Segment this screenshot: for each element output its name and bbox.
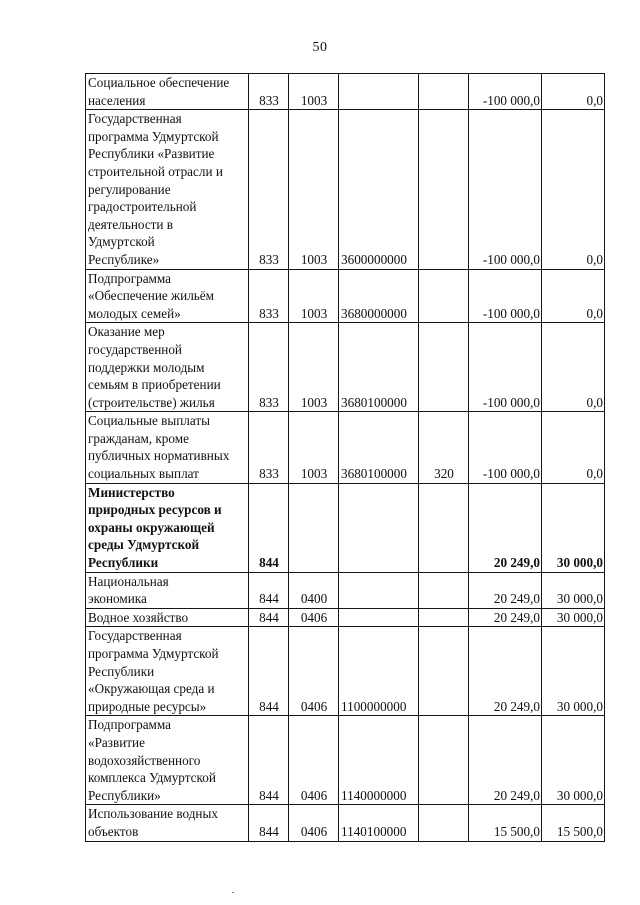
row-name-cell: Государственная программа Удмуртской Республики «Развитие строительной отрасли и регулирование градостроительной деятельности в Удмуртской Республике» [86, 110, 249, 269]
ministry-code-cell: 844 [249, 483, 289, 572]
amount-change-cell: 20 249,0 [469, 608, 542, 627]
table-row [86, 716, 605, 805]
expense-type-cell [419, 269, 469, 323]
budget-table [85, 73, 605, 842]
row-name-cell: Использование водных объектов [86, 805, 249, 841]
expense-type-cell [419, 74, 469, 110]
target-article-cell: 3680100000 [339, 323, 419, 412]
section-code-cell: 1003 [289, 323, 339, 412]
section-code-cell: 1003 [289, 110, 339, 269]
ministry-code-cell: 833 [249, 269, 289, 323]
amount-change-cell: 15 500,0 [469, 805, 542, 841]
amount-plan-cell: 30 000,0 [542, 627, 605, 716]
amount-change-cell: 20 249,0 [469, 483, 542, 572]
amount-plan-cell: 0,0 [542, 74, 605, 110]
amount-plan-cell: 0,0 [542, 412, 605, 483]
target-article-cell [339, 608, 419, 627]
amount-change-cell: -100 000,0 [469, 269, 542, 323]
ministry-code-cell: 833 [249, 110, 289, 269]
ministry-code-cell: 833 [249, 74, 289, 110]
target-article-cell [339, 74, 419, 110]
amount-change-cell: -100 000,0 [469, 74, 542, 110]
amount-change-cell: 20 249,0 [469, 572, 542, 608]
amount-plan-cell: 30 000,0 [542, 716, 605, 805]
scan-dot [232, 892, 234, 893]
table-row [86, 74, 605, 110]
section-code-cell: 1003 [289, 74, 339, 110]
ministry-code-cell: 833 [249, 323, 289, 412]
section-code-cell: 0406 [289, 805, 339, 841]
row-name-cell: Социальные выплаты гражданам, кроме публичных нормативных социальных выплат [86, 412, 249, 483]
budget-table-body [86, 74, 605, 842]
section-code-cell: 0406 [289, 716, 339, 805]
ministry-code-cell: 844 [249, 572, 289, 608]
target-article-cell: 1100000000 [339, 627, 419, 716]
amount-plan-cell: 30 000,0 [542, 572, 605, 608]
row-name-cell: Государственная программа Удмуртской Республики «Окружающая среда и природные ресурсы» [86, 627, 249, 716]
table-row [86, 323, 605, 412]
row-name-cell: Оказание мер государственной поддержки молодым семьям в приобретении (строительстве) жилья [86, 323, 249, 412]
section-code-cell [289, 483, 339, 572]
section-code-cell: 1003 [289, 269, 339, 323]
table-row [86, 269, 605, 323]
expense-type-cell [419, 627, 469, 716]
section-code-cell: 1003 [289, 412, 339, 483]
amount-change-cell: 20 249,0 [469, 716, 542, 805]
amount-change-cell: -100 000,0 [469, 323, 542, 412]
table-row [86, 805, 605, 841]
expense-type-cell [419, 483, 469, 572]
table-row [86, 483, 605, 572]
target-article-cell [339, 572, 419, 608]
table-row [86, 627, 605, 716]
expense-type-cell [419, 608, 469, 627]
expense-type-cell [419, 805, 469, 841]
row-name-cell: Министерство природных ресурсов и охраны окружающей среды Удмуртской Республики [86, 483, 249, 572]
row-name-cell: Подпрограмма «Развитие водохозяйственного комплекса Удмуртской Республики» [86, 716, 249, 805]
amount-plan-cell: 30 000,0 [542, 483, 605, 572]
target-article-cell [339, 483, 419, 572]
amount-plan-cell: 30 000,0 [542, 608, 605, 627]
expense-type-cell [419, 323, 469, 412]
target-article-cell: 1140100000 [339, 805, 419, 841]
amount-plan-cell: 0,0 [542, 323, 605, 412]
ministry-code-cell: 844 [249, 805, 289, 841]
section-code-cell: 0400 [289, 572, 339, 608]
ministry-code-cell: 833 [249, 412, 289, 483]
table-row [86, 572, 605, 608]
target-article-cell: 3680000000 [339, 269, 419, 323]
row-name-cell: Социальное обеспечение населения [86, 74, 249, 110]
ministry-code-cell: 844 [249, 716, 289, 805]
row-name-cell: Подпрограмма «Обеспечение жильём молодых семей» [86, 269, 249, 323]
target-article-cell: 3600000000 [339, 110, 419, 269]
section-code-cell: 0406 [289, 627, 339, 716]
ministry-code-cell: 844 [249, 608, 289, 627]
amount-change-cell: -100 000,0 [469, 412, 542, 483]
table-row [86, 608, 605, 627]
ministry-code-cell: 844 [249, 627, 289, 716]
table-row [86, 412, 605, 483]
section-code-cell: 0406 [289, 608, 339, 627]
expense-type-cell: 320 [419, 412, 469, 483]
row-name-cell: Национальная экономика [86, 572, 249, 608]
page-number: 50 [312, 40, 328, 55]
expense-type-cell [419, 716, 469, 805]
amount-plan-cell: 0,0 [542, 269, 605, 323]
amount-plan-cell: 0,0 [542, 110, 605, 269]
expense-type-cell [419, 110, 469, 269]
amount-change-cell: -100 000,0 [469, 110, 542, 269]
table-row [86, 110, 605, 269]
amount-change-cell: 20 249,0 [469, 627, 542, 716]
target-article-cell: 1140000000 [339, 716, 419, 805]
expense-type-cell [419, 572, 469, 608]
amount-plan-cell: 15 500,0 [542, 805, 605, 841]
target-article-cell: 3680100000 [339, 412, 419, 483]
row-name-cell: Водное хозяйство [86, 608, 249, 627]
